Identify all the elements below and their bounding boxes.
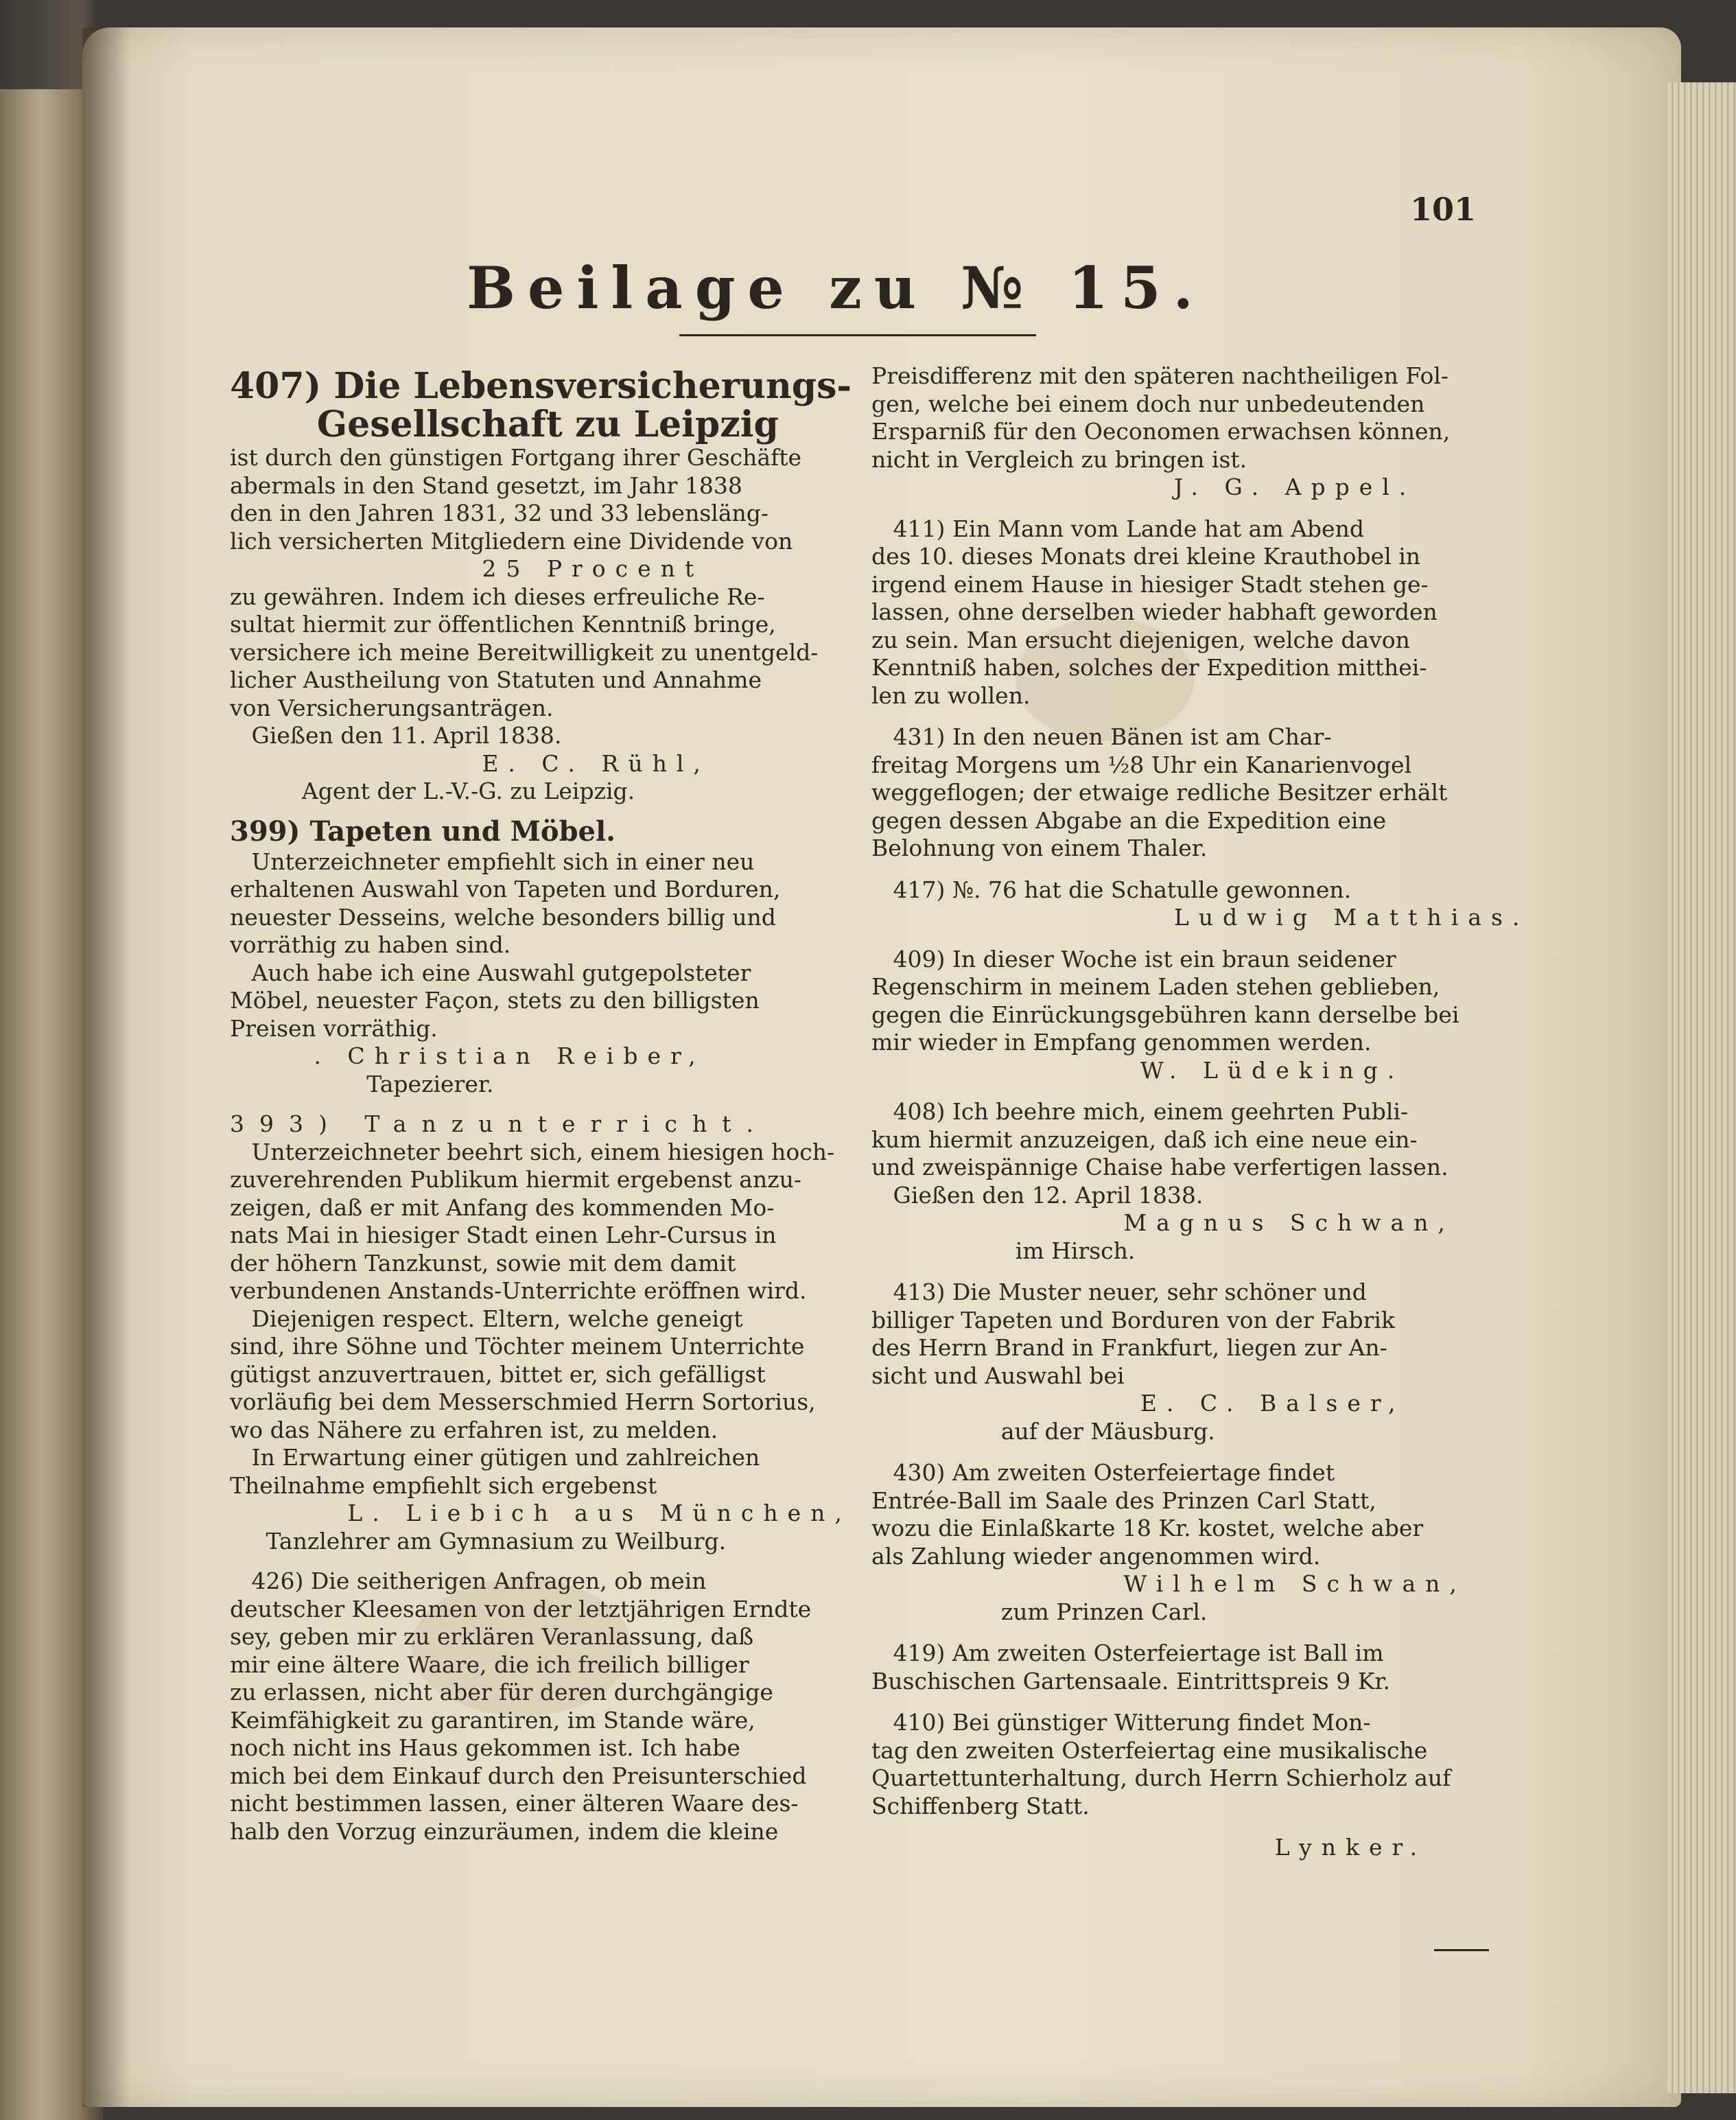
notice-413-line: sicht und Auswahl bei <box>871 1362 1125 1389</box>
notice-431-line: weggeflogen; der etwaige redliche Besitzer erhält <box>871 779 1448 806</box>
page-heading: Beilage zu № 15. <box>467 254 1206 322</box>
notice-399-line: Möbel, neuester Façon, stets zu den billigsten <box>230 987 760 1014</box>
notice-411-line: lassen, ohne derselben wieder habhaft geworden <box>871 598 1438 625</box>
notice-411-line: Kenntniß haben, solches der Expedition mitthei- <box>871 654 1427 681</box>
notice-409-line: Regenschirm in meinem Laden stehen geblieben, <box>871 973 1440 1000</box>
notice-393-line: zeigen, daß er mit Anfang des kommenden Mo- <box>230 1193 775 1221</box>
notice-393-line: In Erwartung einer gütigen und zahlreichen <box>230 1444 760 1471</box>
notice-411-line: irgend einem Hause in hiesiger Stadt stehen ge- <box>871 570 1429 598</box>
notice-393-line: nats Mai in hiesiger Stadt einen Lehr-Cursus in <box>230 1222 777 1248</box>
notice-408-line: kum hiermit anzuzeigen, daß ich eine neue ein- <box>871 1126 1418 1153</box>
notice-407-line: E. C. Rühl, <box>230 749 710 777</box>
notice-407-line: abermals in den Stand gesetzt, im Jahr 1838 <box>230 471 742 499</box>
notice-393-line: sind, ihre Söhne und Töchter meinem Unterrichte <box>230 1333 805 1360</box>
notice-430-line: Entrée-Ball im Saale des Prinzen Carl Statt, <box>871 1487 1376 1514</box>
notice-407-line: den in den Jahren 1831, 32 und 33 lebensläng- <box>230 500 769 526</box>
notice-393-line: gütigst anzuvertrauen, bittet er, sich gefälligst <box>230 1360 766 1388</box>
notice-430-line: wozu die Einlaßkarte 18 Kr. kostet, welche aber <box>871 1515 1424 1541</box>
notice-417-line: Ludwig Matthias. <box>871 904 1529 931</box>
notice-411-line: 411) Ein Mann vom Lande hat am Abend <box>871 515 1364 542</box>
notice-407-line: 25 Procent <box>230 555 704 582</box>
notice-408-line: und zweispännige Chaise habe verfertigen lassen. <box>871 1154 1448 1180</box>
notice-426-line: sey, geben mir zu erklären Veranlassung, daß <box>230 1623 754 1650</box>
notice-393-line: Unterzeichneter beehrt sich, einem hiesigen hoch- <box>230 1138 835 1165</box>
notice-393-line: vorläufig bei dem Messerschmied Herrn Sortorius, <box>230 1388 816 1415</box>
notice-399-line: Auch habe ich eine Auswahl gutgepolsteter <box>230 959 751 986</box>
notice-417-line: 417) №. 76 hat die Schatulle gewonnen. <box>871 876 1352 903</box>
notice-411-line: zu sein. Man ersucht diejenigen, welche davon <box>871 626 1410 653</box>
notice-430-line: zum Prinzen Carl. <box>871 1598 1208 1625</box>
notice-426-line: nicht bestimmen lassen, einer älteren Waare des- <box>230 1790 799 1817</box>
notice-430-line: 430) Am zweiten Osterfeiertage findet <box>871 1459 1335 1486</box>
notice-426-cont-line: gen, welche bei einem doch nur unbedeutenden <box>871 390 1425 417</box>
notice-409-line: W. Lüdeking. <box>871 1056 1405 1084</box>
notice-407-line: ist durch den günstigen Fortgang ihrer Geschäfte <box>230 444 802 471</box>
notice-419-line: Buschischen Gartensaale. Eintrittspreis 9 Kr. <box>871 1667 1391 1694</box>
notice-426-cont-line: nicht in Vergleich zu bringen ist. <box>871 445 1247 473</box>
footer-rule <box>1434 1949 1489 1951</box>
notice-413-line: billiger Tapeten und Borduren von der Fabrik <box>871 1306 1395 1333</box>
notice-410-line: Schiffenberg Statt. <box>871 1792 1090 1819</box>
notice-413-line: des Herrn Brand in Frankfurt, liegen zur An- <box>871 1334 1387 1361</box>
notice-413-line: E. C. Balser, <box>871 1390 1405 1417</box>
page-stack-edges <box>1667 82 1736 2093</box>
notice-408-line: Magnus Schwan, <box>871 1209 1455 1236</box>
notice-426-line: deutscher Kleesamen von der letztjährigen Erndte <box>230 1595 812 1622</box>
notice-426-line: mir eine ältere Waare, die ich freilich billiger <box>230 1651 749 1678</box>
notice-407-line: zu gewähren. Indem ich dieses erfreuliche Re- <box>230 583 765 610</box>
notice-409-line: 409) In dieser Woche ist ein braun seidener <box>871 945 1396 972</box>
notice-393-line: 393) Tanzunterricht. <box>230 1110 769 1137</box>
notice-407-line: lich versicherten Mitgliedern eine Dividende von <box>230 527 793 555</box>
notice-407-line: licher Austheilung von Statuten und Annahme <box>230 666 762 693</box>
notice-399-line: neuester Desseins, welche besonders billig und <box>230 903 776 931</box>
notice-407-line: Agent der L.-V.-G. zu Leipzig. <box>230 778 635 804</box>
notice-431-line: gegen dessen Abgabe an die Expedition eine <box>871 806 1387 834</box>
notice-409-line: mir wieder in Empfang genommen werden. <box>871 1029 1372 1056</box>
notice-footer-line: Lynker. <box>871 1834 1427 1861</box>
notice-411-line: des 10. dieses Monats drei kleine Krauthobel in <box>871 543 1421 570</box>
notice-407-line: Gesellschaft zu Leipzig <box>230 404 779 445</box>
notice-393-line: verbundenen Anstands-Unterrichte eröffnen wird. <box>230 1277 807 1304</box>
notice-393-line: L. Liebich aus München, <box>230 1500 852 1526</box>
heading-rule <box>679 334 1036 336</box>
notice-407-line: von Versicherungsanträgen. <box>230 694 554 721</box>
notice-430-line: als Zahlung wieder angenommen wird. <box>871 1542 1321 1570</box>
notice-393-line: Tanzlehrer am Gymnasium zu Weilburg. <box>230 1527 727 1554</box>
notice-408-line: im Hirsch. <box>871 1237 1136 1264</box>
notice-399-line: Unterzeichneter empfiehlt sich in einer neu <box>230 848 755 875</box>
notice-393-line: Diejenigen respect. Eltern, welche geneigt <box>230 1305 743 1332</box>
notice-393-line: wo das Nähere zu erfahren ist, zu melden. <box>230 1416 718 1443</box>
notice-407-line: versichere ich meine Bereitwilligkeit zu unentgeld- <box>230 638 819 666</box>
notice-408-line: Gießen den 12. April 1838. <box>871 1181 1204 1209</box>
notice-426-line: Keimfähigkeit zu garantiren, im Stande wäre, <box>230 1706 755 1734</box>
notice-399-line: Preisen vorräthig. <box>230 1014 438 1042</box>
notice-410-line: Quartettunterhaltung, durch Herrn Schierholz auf <box>871 1764 1451 1791</box>
notice-399-line: 399) Tapeten und Möbel. <box>230 815 616 848</box>
notice-431-line: 431) In den neuen Bänen ist am Char- <box>871 723 1332 750</box>
notice-410-line: 410) Bei günstiger Witterung findet Mon- <box>871 1709 1371 1736</box>
notice-393-line: der höhern Tanzkunst, sowie mit dem damit <box>230 1249 736 1277</box>
notice-426-cont-line: Preisdifferenz mit den späteren nachtheiligen Fol- <box>871 362 1449 389</box>
notice-408-line: 408) Ich beehre mich, einem geehrten Publi- <box>871 1098 1409 1125</box>
notice-426-line: 426) Die seitherigen Anfragen, ob mein <box>230 1568 707 1594</box>
notice-393-line: Theilnahme empfiehlt sich ergebenst <box>230 1471 657 1499</box>
notice-426-line: halb den Vorzug einzuräumen, indem die kleine <box>230 1817 779 1845</box>
notice-399-line: erhaltenen Auswahl von Tapeten und Borduren, <box>230 876 781 902</box>
notice-399-line: vorräthig zu haben sind. <box>230 931 511 958</box>
notice-407-line: Gießen den 11. April 1838. <box>230 722 562 749</box>
notice-426-cont-line: J. G. Appel. <box>871 474 1416 500</box>
notice-411-line: len zu wollen. <box>871 682 1031 709</box>
book-gutter-shadow <box>82 27 130 2107</box>
notice-399-line: . Christian Reiber, <box>230 1042 705 1069</box>
notice-413-line: 413) Die Muster neuer, sehr schöner und <box>871 1279 1367 1305</box>
notice-407-line: sultat hiermit zur öffentlichen Kenntniß bringe, <box>230 611 776 638</box>
notice-426-line: noch nicht ins Haus gekommen ist. Ich habe <box>230 1734 740 1761</box>
notice-426-line: mich bei dem Einkauf durch den Preisunterschied <box>230 1762 807 1789</box>
notice-431-line: Belohnung von einem Thaler. <box>871 835 1208 861</box>
notice-399-line: Tapezierer. <box>230 1070 494 1097</box>
notice-426-line: zu erlassen, nicht aber für deren durchgängige <box>230 1679 773 1705</box>
notice-407-line: 407) Die Lebensversicherungs- <box>230 365 852 407</box>
notice-393-line: zuverehrenden Publikum hiermit ergebenst anzu- <box>230 1166 802 1193</box>
page-number: 101 <box>1410 191 1477 228</box>
notice-409-line: gegen die Einrückungsgebühren kann derselbe bei <box>871 1001 1459 1028</box>
notice-430-line: Wilhelm Schwan, <box>871 1570 1466 1597</box>
notice-419-line: 419) Am zweiten Osterfeiertage ist Ball im <box>871 1640 1384 1666</box>
notice-410-line: tag den zweiten Osterfeiertag eine musikalische <box>871 1736 1428 1764</box>
notice-413-line: auf der Mäusburg. <box>871 1417 1215 1445</box>
notice-431-line: freitag Morgens um ½8 Uhr ein Kanarienvogel <box>871 751 1412 778</box>
notice-426-cont-line: Ersparniß für den Oeconomen erwachsen können, <box>871 418 1451 445</box>
